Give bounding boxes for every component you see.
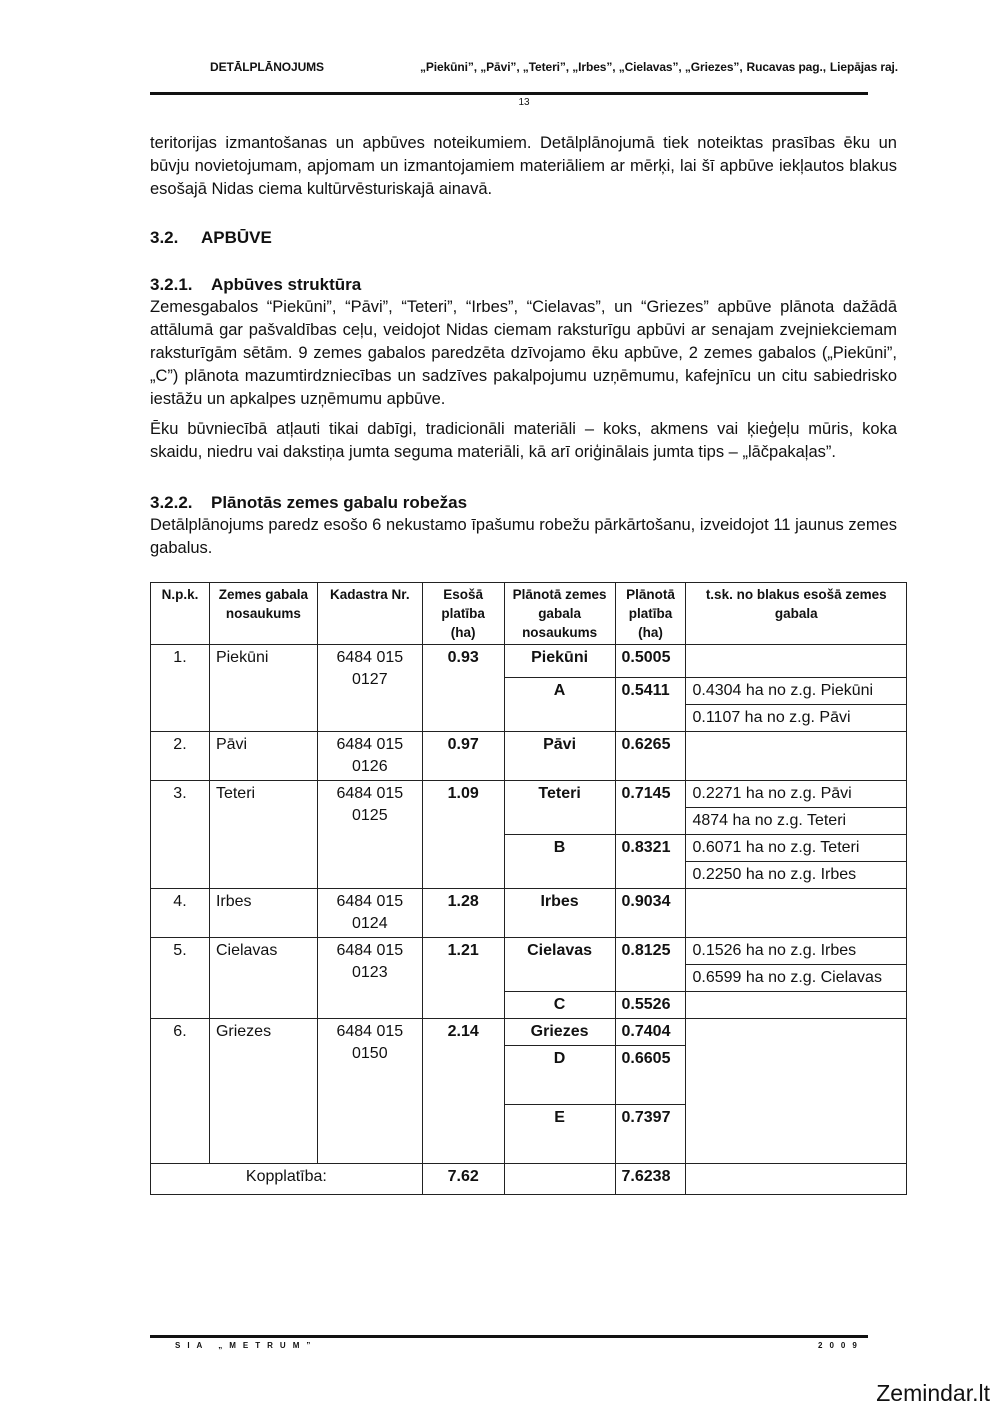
row-number: 4. xyxy=(151,889,210,938)
planned-area: 0.6265 xyxy=(615,732,686,781)
planned-name: Teteri xyxy=(504,781,615,835)
row-number: 3. xyxy=(151,781,210,889)
from-adjacent xyxy=(686,732,907,781)
subsection-structure-title: Apbūves struktūra xyxy=(211,275,362,294)
footer-rule xyxy=(150,1335,868,1338)
subsection-structure-number: 3.2.1. xyxy=(150,275,193,294)
planned-name: D xyxy=(504,1046,615,1105)
subsection-structure-heading xyxy=(150,273,897,296)
planned-name: Irbes xyxy=(504,889,615,938)
header-parish: Rucavas pag., xyxy=(746,60,826,74)
planned-area: 0.6605 xyxy=(615,1046,686,1105)
planned-area: 0.7404 xyxy=(615,1019,686,1046)
existing-area: 1.21 xyxy=(422,938,504,1019)
total-existing-area: 7.62 xyxy=(422,1164,504,1195)
from-adjacent: 4874 ha no z.g. Teteri xyxy=(686,808,907,835)
row-number: 5. xyxy=(151,938,210,1019)
header-rule xyxy=(150,92,868,95)
cadastre-number: 6484 015 0127 xyxy=(317,645,422,732)
intro-paragraph: teritorijas izmantošanas un apbūves noteikumiem. Detālplānojumā tiek noteiktas prasības ēku un būvju novietojumam, apjomam un izmantojamiem materiāliem ar mērķi, lai šī apbūve iekļautos blakus esošajā Nidas ciema kultūrvēsturiskajā ainavā. xyxy=(150,134,897,198)
total-empty xyxy=(686,1164,907,1195)
row-number: 1. xyxy=(151,645,210,732)
existing-area: 1.28 xyxy=(422,889,504,938)
plot-name: Griezes xyxy=(209,1019,317,1164)
plot-name: Cielavas xyxy=(209,938,317,1019)
row-number: 6. xyxy=(151,1019,210,1164)
planned-area: 0.5526 xyxy=(615,992,686,1019)
plot-name: Piekūni xyxy=(209,645,317,732)
header-cell: Kadastra Nr. xyxy=(317,583,422,645)
subsection-boundaries xyxy=(150,491,897,560)
table-total-row xyxy=(151,1164,907,1195)
land-plots-table xyxy=(150,582,907,1195)
plot-name: Pāvi xyxy=(209,732,317,781)
structure-paragraph-1: Zemesgabalos “Piekūni”, “Pāvi”, “Teteri”, “Irbes”, “Cielavas”, un “Griezes” apbūve plānota dažādā attālumā gar pašvaldības ceļu, veidojot Nidas ciemam raksturīgu apbūvi ar senajam zvejniekciemam raksturīgām sētām. 9 zemes gabalos paredzēta dzīvojamo ēku apbūve, 2 zemes gabalos („Piekūni”, „C”) plānota mazumtirdzniecības un sadzīves pakalpojumu uzņēmumu, kafejnīcu un citu sabiedrisko iestāžu un apkalpes uzņēmumu apbūve. xyxy=(150,298,897,408)
table-row xyxy=(151,938,907,965)
page-number: 13 xyxy=(518,97,530,108)
table-row xyxy=(151,781,907,808)
section-heading xyxy=(150,228,272,248)
from-adjacent: 0.4304 ha no z.g. Piekūni xyxy=(686,678,907,705)
existing-area: 0.93 xyxy=(422,645,504,732)
table-row xyxy=(151,645,907,678)
header-cell: Plānotā platība (ha) xyxy=(615,583,686,645)
structure-paragraph-2: Ēku būvniecībā atļauti tikai dabīgi, tradicionāli materiāli – koks, akmens vai ķieģeļu mūris, koka skaidu, niedru vai dakstiņa jumta seguma materiāli, kā arī oriģinālais jumta tips – „lāčpakaļas”. xyxy=(150,420,897,461)
planned-name: Griezes xyxy=(504,1019,615,1046)
planned-area: 0.5411 xyxy=(615,678,686,732)
from-adjacent: 0.2250 ha no z.g. Irbes xyxy=(686,862,907,889)
planned-name: Pāvi xyxy=(504,732,615,781)
from-adjacent: 0.1107 ha no z.g. Pāvi xyxy=(686,705,907,732)
planned-name: B xyxy=(504,835,615,889)
header-project xyxy=(420,60,898,74)
header-cell: N.p.k. xyxy=(151,583,210,645)
planned-name: E xyxy=(504,1105,615,1164)
plot-name: Irbes xyxy=(209,889,317,938)
from-adjacent: 0.6071 ha no z.g. Teteri xyxy=(686,835,907,862)
subsection-structure xyxy=(150,273,897,464)
table-row xyxy=(151,889,907,938)
intro-block xyxy=(150,132,897,201)
planned-area: 0.7397 xyxy=(615,1105,686,1164)
table-row xyxy=(151,1019,907,1046)
footer-company: SIA „METRUM” xyxy=(175,1341,318,1350)
table-row xyxy=(151,732,907,781)
header-cell: t.sk. no blakus esošā zemes gabala xyxy=(686,583,907,645)
header-cell: Plānotā zemes gabala nosaukums xyxy=(504,583,615,645)
planned-name: C xyxy=(504,992,615,1019)
header-district: Liepājas raj. xyxy=(829,60,898,74)
existing-area: 1.09 xyxy=(422,781,504,889)
row-number: 2. xyxy=(151,732,210,781)
section-title: APBŪVE xyxy=(201,228,272,247)
site-watermark: Zemindar.lt xyxy=(876,1380,990,1406)
planned-area: 0.5005 xyxy=(615,645,686,678)
header-title: „Piekūni”, „Pāvi”, „Teteri”, „Irbes”, „Cielavas”, „Griezes”, xyxy=(420,60,743,74)
from-adjacent: 0.2271 ha no z.g. Pāvi xyxy=(686,781,907,808)
subsection-boundaries-title: Plānotās zemes gabalu robežas xyxy=(211,493,468,512)
header-document-type: DETĀLPLĀNOJUMS xyxy=(210,60,324,74)
existing-area: 0.97 xyxy=(422,732,504,781)
footer-year: 2009 xyxy=(818,1341,864,1350)
from-adjacent xyxy=(686,1019,907,1164)
subsection-boundaries-number: 3.2.2. xyxy=(150,493,193,512)
header-cell: Esošā platība (ha) xyxy=(422,583,504,645)
total-label: Kopplatība: xyxy=(151,1164,423,1195)
total-empty xyxy=(504,1164,615,1195)
planned-area: 0.8321 xyxy=(615,835,686,889)
from-adjacent xyxy=(686,645,907,678)
planned-area: 0.7145 xyxy=(615,781,686,835)
cadastre-number: 6484 015 0125 xyxy=(317,781,422,889)
cadastre-number: 6484 015 0126 xyxy=(317,732,422,781)
header-cell: Zemes gabala nosaukums xyxy=(209,583,317,645)
from-adjacent xyxy=(686,889,907,938)
from-adjacent: 0.6599 ha no z.g. Cielavas xyxy=(686,965,907,992)
boundaries-paragraph: Detālplānojums paredz esošo 6 nekustamo īpašumu robežu pārkārtošanu, izveidojot 11 jaunus zemes gabalus. xyxy=(150,516,897,557)
from-adjacent xyxy=(686,992,907,1019)
planned-area: 0.8125 xyxy=(615,938,686,992)
cadastre-number: 6484 015 0124 xyxy=(317,889,422,938)
planned-name: A xyxy=(504,678,615,732)
section-number: 3.2. xyxy=(150,228,179,247)
cadastre-number: 6484 015 0123 xyxy=(317,938,422,1019)
from-adjacent: 0.1526 ha no z.g. Irbes xyxy=(686,938,907,965)
total-planned-area: 7.6238 xyxy=(615,1164,686,1195)
planned-area: 0.9034 xyxy=(615,889,686,938)
existing-area: 2.14 xyxy=(422,1019,504,1164)
table-header-row xyxy=(151,583,907,645)
planned-name: Piekūni xyxy=(504,645,615,678)
subsection-boundaries-heading xyxy=(150,491,897,514)
cadastre-number: 6484 015 0150 xyxy=(317,1019,422,1164)
plot-name: Teteri xyxy=(209,781,317,889)
planned-name: Cielavas xyxy=(504,938,615,992)
